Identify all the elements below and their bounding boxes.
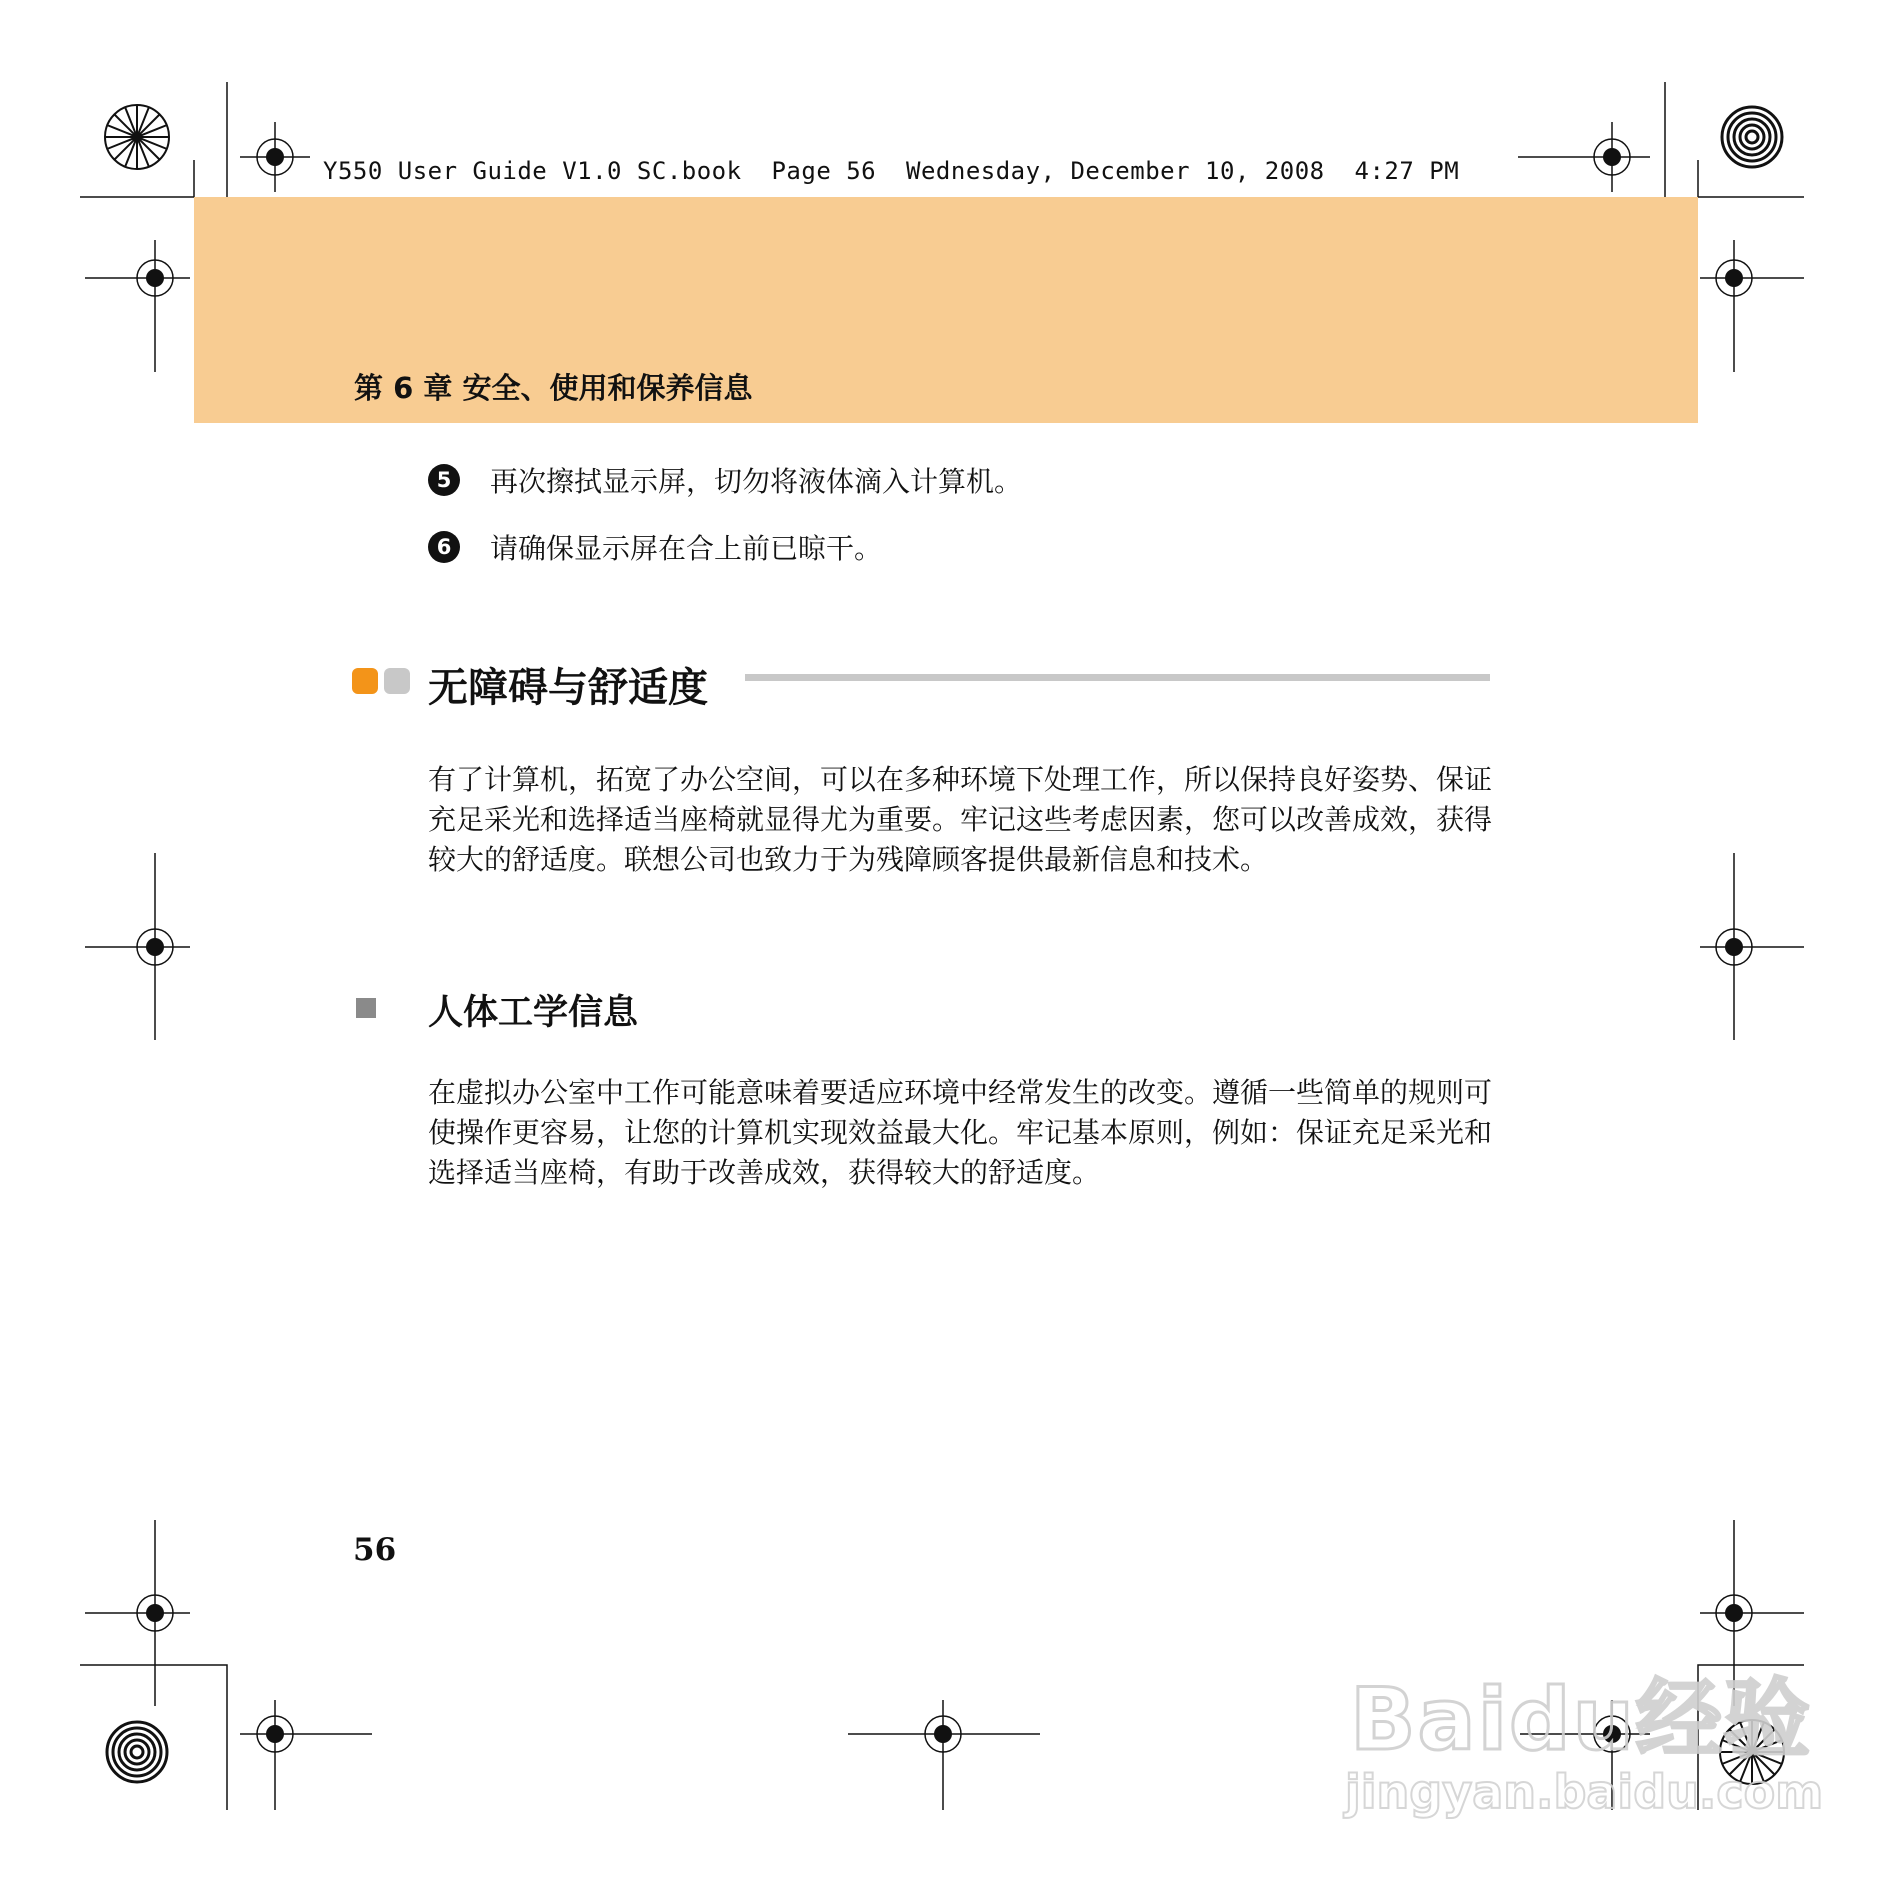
watermark-url: jingyan.baidu.com [1345,1765,1824,1819]
subsection-bullet-icon [356,998,376,1018]
subsection-title: 人体工学信息 [428,993,639,1033]
watermark-logo: Baidu经验 [1350,1670,1812,1770]
step-text: 请确保显示屏在合上前已晾干。 [490,532,883,565]
step-number-badge: 6 [428,531,460,563]
section-bullet-orange-icon [352,668,378,694]
page-number: 56 [353,1532,397,1568]
step-number-badge: 5 [428,464,460,496]
chapter-title: 第 6 章 安全、使用和保养信息 [354,371,753,405]
section-paragraph: 有了计算机，拓宽了办公空间，可以在多种环境下处理工作，所以保持良好姿势、保证充足采光和选择适当座椅就显得尤为重要。牢记这些考虑因素，您可以改善成效，获得较大的舒适度。联想公司也致力于为残障顾客提供最新信息和技术。 [428,763,1493,876]
step-text: 再次擦拭显示屏，切勿将液体滴入计算机。 [490,465,1023,498]
print-slug-line: Y550 User Guide V1.0 SC.book Page 56 Wednesday, December 10, 2008 4:27 PM [323,157,1460,185]
section-bullet-gray-icon [384,668,410,694]
list-item [428,527,882,567]
section-title: 无障碍与舒适度 [428,665,708,711]
section-divider [745,674,1490,681]
list-item [428,460,1022,500]
subsection-paragraph: 在虚拟办公室中工作可能意味着要适应环境中经常发生的改变。遵循一些简单的规则可使操作更容易，让您的计算机实现效益最大化。牢记基本原则，例如：保证充足采光和选择适当座椅，有助于改善成效，获得较大的舒适度。 [428,1076,1493,1189]
